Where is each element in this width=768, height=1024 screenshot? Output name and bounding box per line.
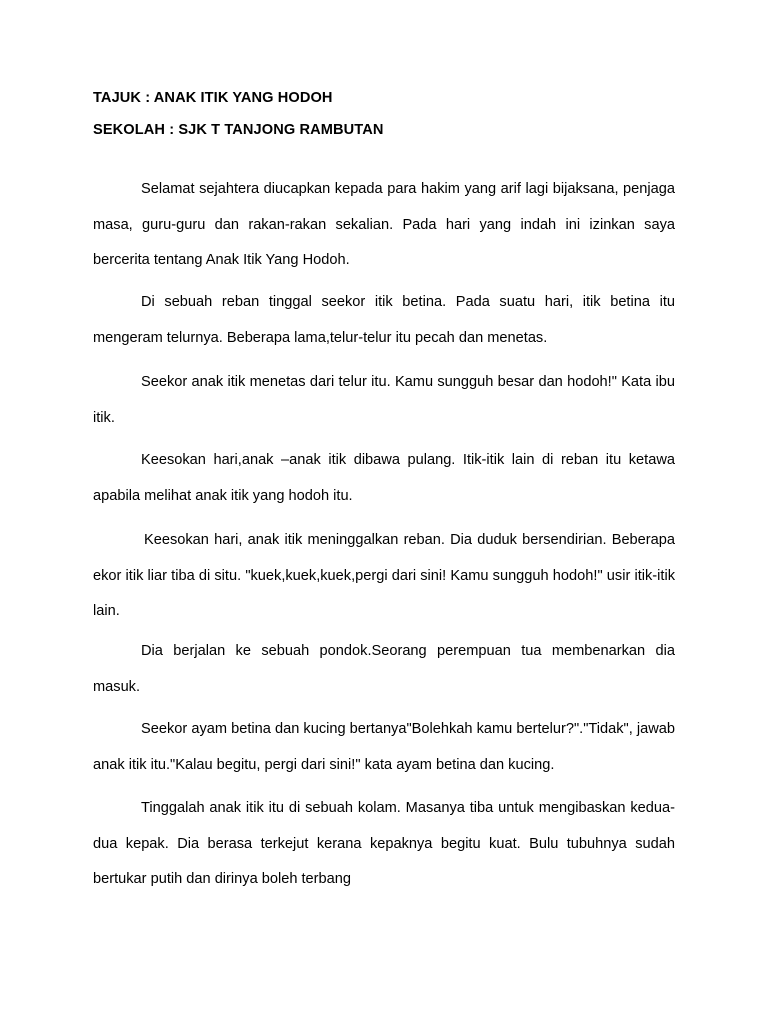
paragraph-reban: Di sebuah reban tinggal seekor itik betina. Pada suatu hari, itik betina itu mengeram telurnya. Beberapa lama,telur-telur itu pecah dan menetas. (93, 294, 675, 346)
school-name: SEKOLAH : SJK T TANJONG RAMBUTAN (93, 122, 384, 138)
paragraph-menetas: Seekor anak itik menetas dari telur itu. Kamu sungguh besar dan hodoh!" Kata ibu itik. (93, 374, 675, 426)
paragraph-meninggalkan-reban: Keesokan hari, anak itik meninggalkan reban. Dia duduk bersendirian. Beberapa ekor itik liar tiba di situ. "kuek,kuek,kuek,pergi dari sini! Kamu sungguh hodoh!" usir itik-itik lain. (93, 532, 675, 619)
paragraph-greeting: Selamat sejahtera diucapkan kepada para hakim yang arif lagi bijaksana, penjaga masa, guru-guru dan rakan-rakan sekalian. Pada hari yang indah ini izinkan saya bercerita tentang Anak Itik Yang Hodoh. (93, 181, 675, 268)
paragraph-dibawa-pulang: Keesokan hari,anak –anak itik dibawa pulang. Itik-itik lain di reban itu ketawa apabila melihat anak itik yang hodoh itu. (93, 452, 675, 504)
paragraph-ayam-kucing: Seekor ayam betina dan kucing bertanya"Bolehkah kamu bertelur?"."Tidak", jawab anak itik itu."Kalau begitu, pergi dari sini!" kata ayam betina dan kucing. (93, 721, 675, 773)
paragraph-pondok: Dia berjalan ke sebuah pondok.Seorang perempuan tua membenarkan dia masuk. (93, 643, 675, 695)
document-title: TAJUK : ANAK ITIK YANG HODOH (93, 90, 333, 106)
paragraph-kolam: Tinggalah anak itik itu di sebuah kolam. Masanya tiba untuk mengibaskan kedua-dua kepak. Dia berasa terkejut kerana kepaknya begitu kuat. Bulu tubuhnya sudah bertukar putih dan dirinya boleh terbang (93, 800, 675, 887)
